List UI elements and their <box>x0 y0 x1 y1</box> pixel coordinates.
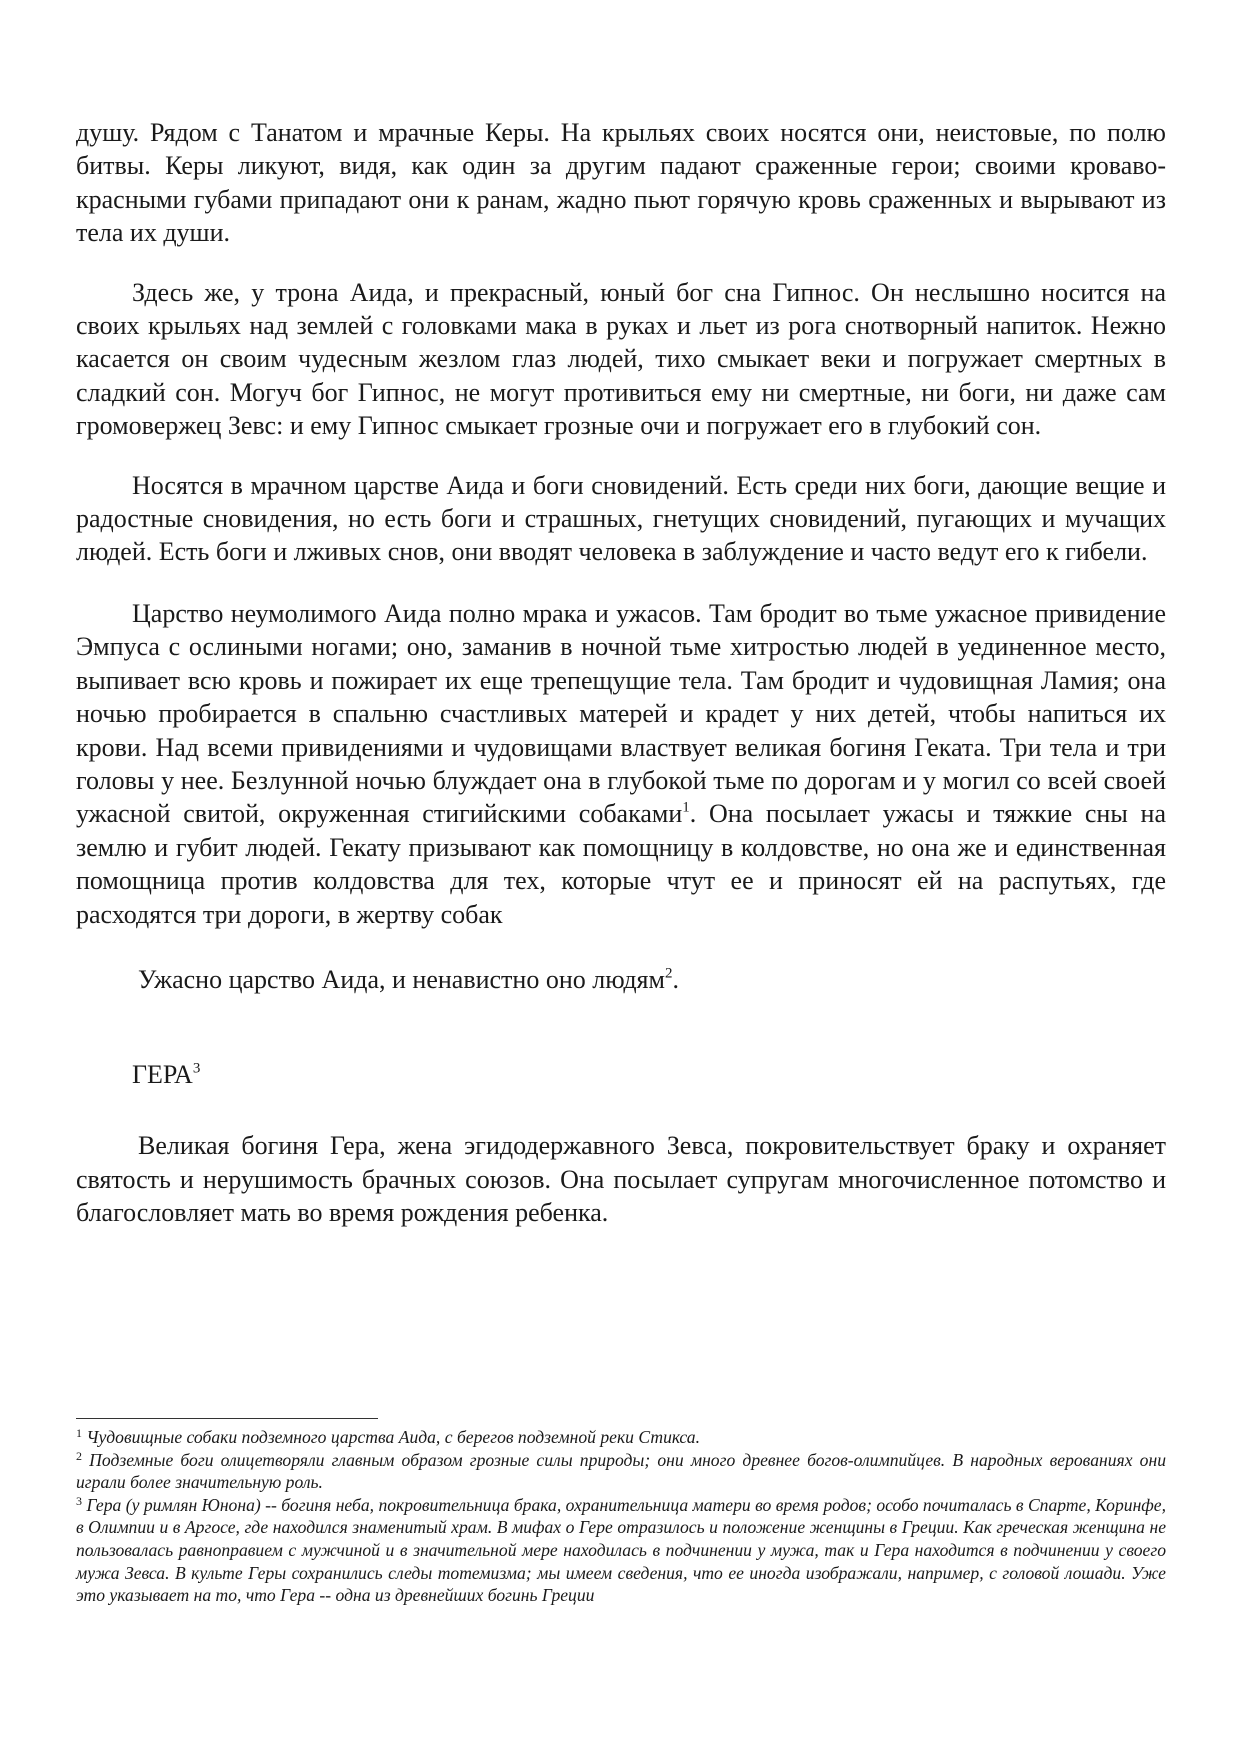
page-body <box>76 116 1166 1230</box>
paragraph-hades-text: Ужасно царство Аида, и ненавистно оно людям <box>138 964 665 994</box>
footnote-divider <box>76 1418 378 1419</box>
paragraph-keres: душу. Рядом с Танатом и мрачные Керы. На крыльях своих носятся они, неистовые, по полю битвы. Керы ликуют, видя, как один за другим падают сраженные герои; своими кроваво-красными губами припадают они к ранам, жадно пьют горячую кровь сраженных и вырывают из тела их души. <box>76 118 1166 248</box>
footnote-2 <box>76 1449 1166 1494</box>
paragraph-hades-kingdom <box>76 963 1166 996</box>
paragraph-hecate-text-b: . Она посылает ужасы и тяжкие сны на землю и губит людей. Гекату призывают как помощницу в колдовстве, но она же и единственная помощница против колдовства для тех, которые чтут ее и приносят ей на распутьях, где расходятся три дороги, в жертву собак <box>76 799 1166 929</box>
footnote-text: Гера (у римлян Юнона) -- богиня неба, покровительница брака, охранительница матери во время родов; особо почиталась в Спарте, Коринфе, в Олимпии и в Аргосе, где находился знаменитый храм. В мифах о Гере отразилось и положение женщины в Греции. Как греческая женщина не пользовалась равноправием с мужчиной и в значительной мере находилась в подчинении у мужа, так и Гера находится в подчинении у своего мужа Зевса. В культе Геры сохранились следы тотемизма; мы имеем сведения, что ее иногда изображали, например, с головой лошади. Уже это указывает на то, что Гера -- одна из древнейших богинь Греции <box>76 1494 1167 1606</box>
paragraph-hecate-text-a: Царство неумолимого Аида полно мрака и ужасов. Там бродит во тьме ужасное привидение Эмпуса с ослиными ногами; оно, заманив в ночной тьме хитростью людей в уединенное место, выпивает всю кровь и пожирает их еще трепещущие тела. Там бродит и чудовищная Ламия; она ночью пробирается в спальню счастливых матерей и крадет у них детей, чтобы напиться их крови. Над всеми привидениями и чудовищами властвует великая богиня Геката. Три тела и три головы у нее. Безлунной ночью блуждает она в глубокой тьме по дорогам и у могил со всей своей ужасной свитой, окруженная стигийскими собаками <box>76 598 1166 829</box>
section-heading-hera <box>76 1058 1166 1091</box>
paragraph-hera: Великая богиня Гера, жена эгидодержавного Зевса, покровительствует браку и охраняет святость и нерушимость брачных союзов. Она посылает супругам многочисленное потомство и благословляет мать во время рождения ребенка. <box>76 1131 1166 1228</box>
footnote-ref-2: 2 <box>664 965 673 982</box>
footnote-number: 2 <box>76 1448 82 1463</box>
paragraph-hecate <box>76 597 1166 931</box>
footnote-3 <box>76 1494 1166 1607</box>
footnote-1 <box>76 1426 1166 1449</box>
footnotes <box>76 1426 1166 1607</box>
paragraph-hypnos: Здесь же, у трона Аида, и прекрасный, юный бог сна Гипнос. Он неслышно носится на своих крыльях над землей с головками мака в руках и льет из рога снотворный напиток. Нежно касается он своим чудесным жезлом глаз людей, тихо смыкает веки и погружает смертных в сладкий сон. Могуч бог Гипнос, не могут противиться ему ни смертные, ни боги, ни даже сам громовержец Зевс: и ему Гипнос смыкает грозные очи и погружает его в глубокий сон. <box>76 277 1166 441</box>
footnote-number: 1 <box>76 1426 82 1440</box>
section-heading-text: ГЕРА <box>132 1060 193 1090</box>
paragraph-dream-gods: Носятся в мрачном царстве Аида и боги сновидений. Есть среди них боги, дающие вещие и радостные сновидения, но есть боги и страшных, гнетущих сновидений, пугающих и мучащих людей. Есть боги и лживых снов, они вводят человека в заблуждение и часто ведут его к гибели. <box>76 470 1166 567</box>
footnote-number: 3 <box>76 1493 82 1508</box>
footnote-text: Чудовищные собаки подземного царства Аида, с берегов подземной реки Стикса. <box>86 1427 700 1447</box>
footnote-ref-3: 3 <box>192 1060 201 1077</box>
paragraph-hades-end: . <box>672 964 679 994</box>
footnote-text: Подземные боги олицетворяли главным образом грозные силы природы; они много древнее богов-олимпийцев. В народных верованиях они играли более значительную роль. <box>76 1449 1166 1493</box>
footnote-ref-1: 1 <box>682 799 690 816</box>
